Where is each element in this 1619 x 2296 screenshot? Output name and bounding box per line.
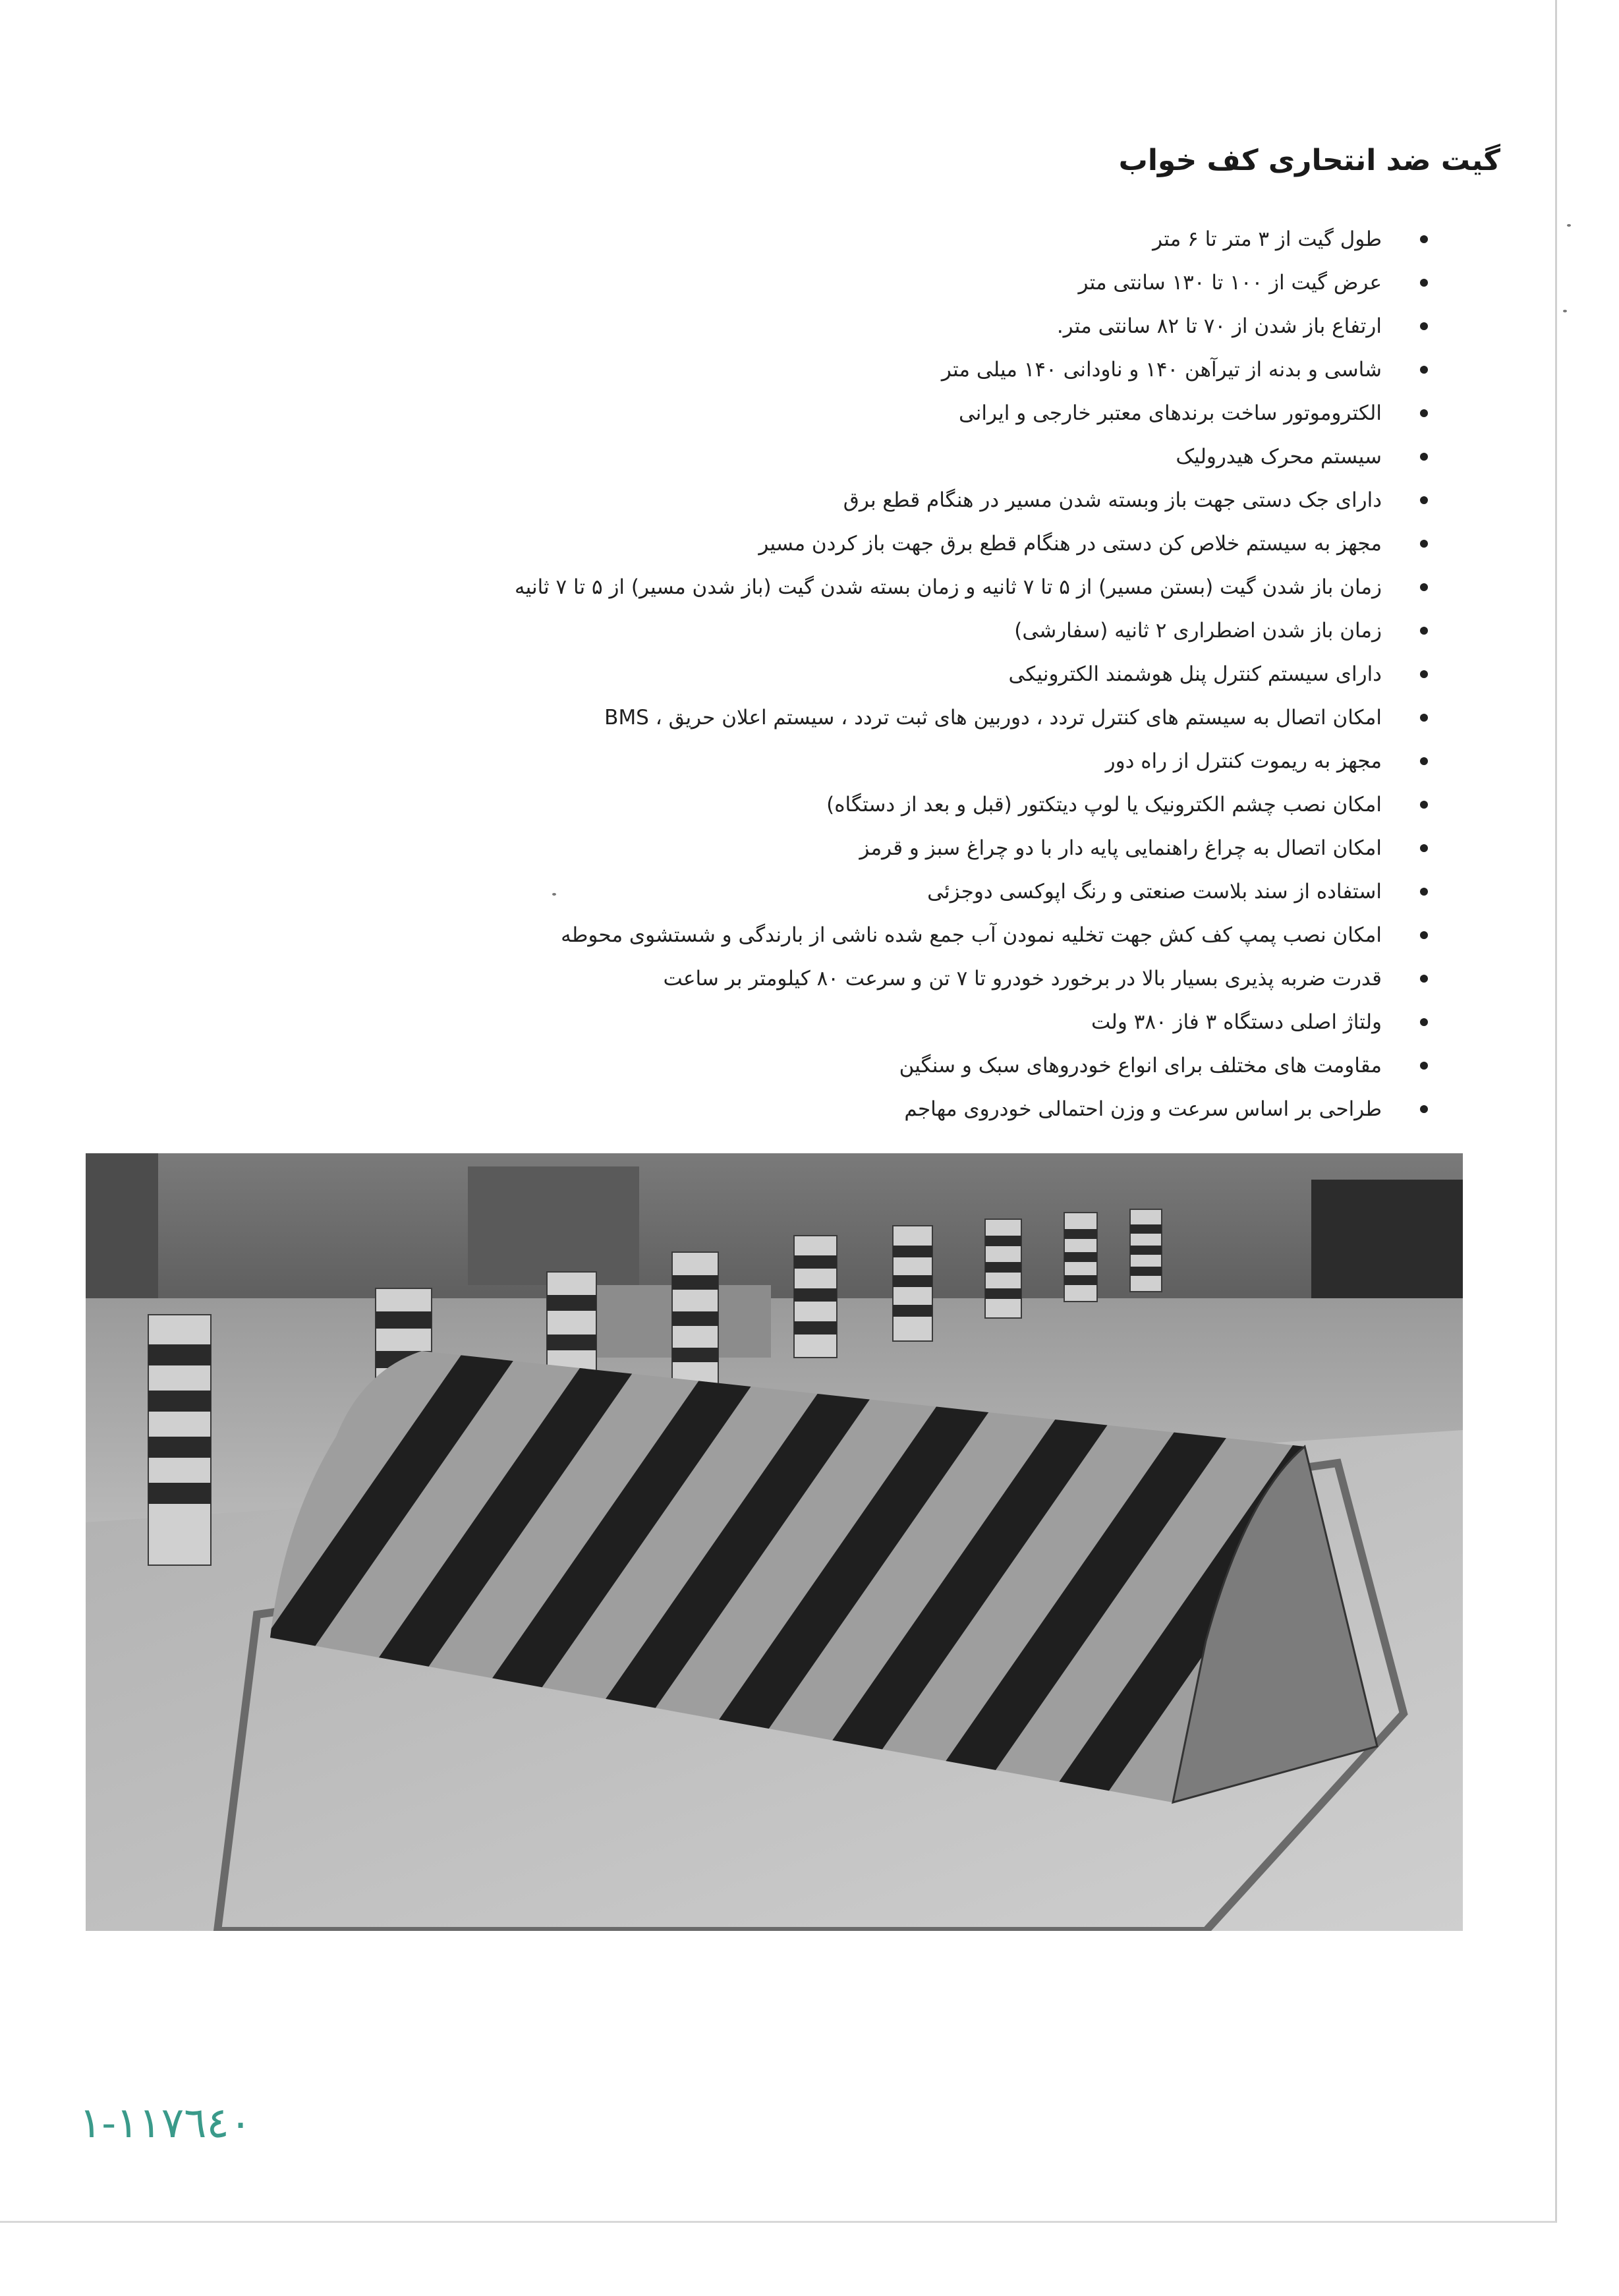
bullet-icon [1420,714,1428,722]
feature-text: استفاده از سند بلاست صنعتی و رنگ اپوکسی دوجزئی [927,880,1382,904]
bullet-icon [1420,496,1428,504]
bullet-icon [1420,801,1428,809]
feature-item [209,261,1461,304]
feature-item [209,435,1461,478]
gate-photo [86,1153,1463,1931]
feature-text: سیستم محرک هیدرولیک [1176,445,1382,469]
bullet-icon [1420,1062,1428,1070]
bullet-icon [1420,235,1428,243]
feature-text: امکان نصب چشم الکترونیک یا لوپ دیتکتور (قبل و بعد از دستگاه) [826,793,1382,817]
handwritten-note: ١١٧٦٤٠-١ [79,2099,252,2148]
feature-text: مقاومت های مختلف برای انواع خودروهای سبک و سنگین [899,1054,1382,1077]
feature-text: زمان باز شدن اضطراری ۲ ثانیه (سفارشی) [1014,619,1382,643]
bullet-icon [1420,583,1428,591]
feature-item [209,739,1461,783]
feature-item [209,304,1461,348]
scan-speck [1563,310,1567,312]
feature-item [209,696,1461,739]
feature-item [209,217,1461,261]
feature-item [209,522,1461,565]
bullet-icon [1420,670,1428,678]
feature-item [209,957,1461,1000]
feature-item [209,609,1461,652]
bullet-icon [1420,409,1428,417]
bullet-icon [1420,279,1428,287]
bullet-icon [1420,627,1428,635]
feature-item [209,565,1461,609]
feature-item [209,391,1461,435]
bullet-icon [1420,540,1428,548]
feature-item [209,783,1461,826]
feature-item [209,1044,1461,1087]
bullet-icon [1420,975,1428,983]
bullet-icon [1420,888,1428,896]
feature-text: عرض گیت از ۱۰۰ تا ۱۳۰ سانتی متر [1078,271,1382,295]
feature-text: امکان نصب پمپ کف کش جهت تخلیه نمودن آب جمع شده ناشی از بارندگی و شستشوی محوطه [561,923,1382,947]
bullet-icon [1420,453,1428,461]
feature-item [209,478,1461,522]
feature-item [209,870,1461,913]
feature-text: ارتفاع باز شدن از ۷۰ تا ۸۲ سانتی متر. [1056,314,1382,338]
feature-item [209,913,1461,957]
bullet-icon [1420,1018,1428,1026]
barrier-illustration [86,1153,1463,1931]
feature-text: ولتاژ اصلی دستگاه ۳ فاز ۳۸۰ ولت [1091,1010,1382,1034]
feature-item [209,652,1461,696]
bullet-icon [1420,844,1428,852]
feature-item [209,1000,1461,1044]
feature-text: زمان باز شدن گیت (بستن مسیر) از ۵ تا ۷ ثانیه و زمان بسته شدن گیت (باز شدن مسیر) از ۵ تا ۷ ثانیه [514,575,1382,599]
feature-text: امکان اتصال به چراغ راهنمایی پایه دار با دو چراغ سبز و قرمز [859,836,1382,860]
feature-item [209,348,1461,391]
feature-text: دارای سیستم کنترل پنل هوشمند الکترونیکی [1008,662,1382,686]
bullet-icon [1420,322,1428,330]
bullet-icon [1420,931,1428,939]
feature-list [209,217,1461,1131]
feature-text: مجهز به سیستم خلاص کن دستی در هنگام قطع برق جهت باز کردن مسیر [758,532,1382,556]
scan-speck [552,893,556,896]
feature-text: مجهز به ریموت کنترل از راه دور [1105,749,1382,773]
feature-text: طراحی بر اساس سرعت و وزن احتمالی خودروی مهاجم [904,1097,1382,1121]
bullet-icon [1420,757,1428,765]
bullet-icon [1420,366,1428,374]
bullet-icon [1420,1105,1428,1113]
document-title: گیت ضد انتحاری کف خواب [1118,144,1500,177]
feature-item [209,826,1461,870]
feature-text: الکتروموتور ساخت برندهای معتبر خارجی و ایرانی [958,401,1382,425]
feature-text: طول گیت از ۳ متر تا ۶ متر [1152,227,1382,251]
feature-text: قدرت ضربه پذیری بسیار بالا در برخورد خودرو تا ۷ تن و سرعت ۸۰ کیلومتر بر ساعت [663,967,1382,990]
feature-text: شاسی و بدنه از تیرآهن ۱۴۰ و ناودانی ۱۴۰ میلی متر [941,358,1382,382]
feature-text: امکان اتصال به سیستم های کنترل تردد ، دوربین های ثبت تردد ، سیستم اعلان حریق ، BMS [604,706,1382,730]
feature-text: دارای جک دستی جهت باز وبسته شدن مسیر در هنگام قطع برق [843,488,1382,512]
scan-speck [1567,224,1571,227]
feature-item [209,1087,1461,1131]
